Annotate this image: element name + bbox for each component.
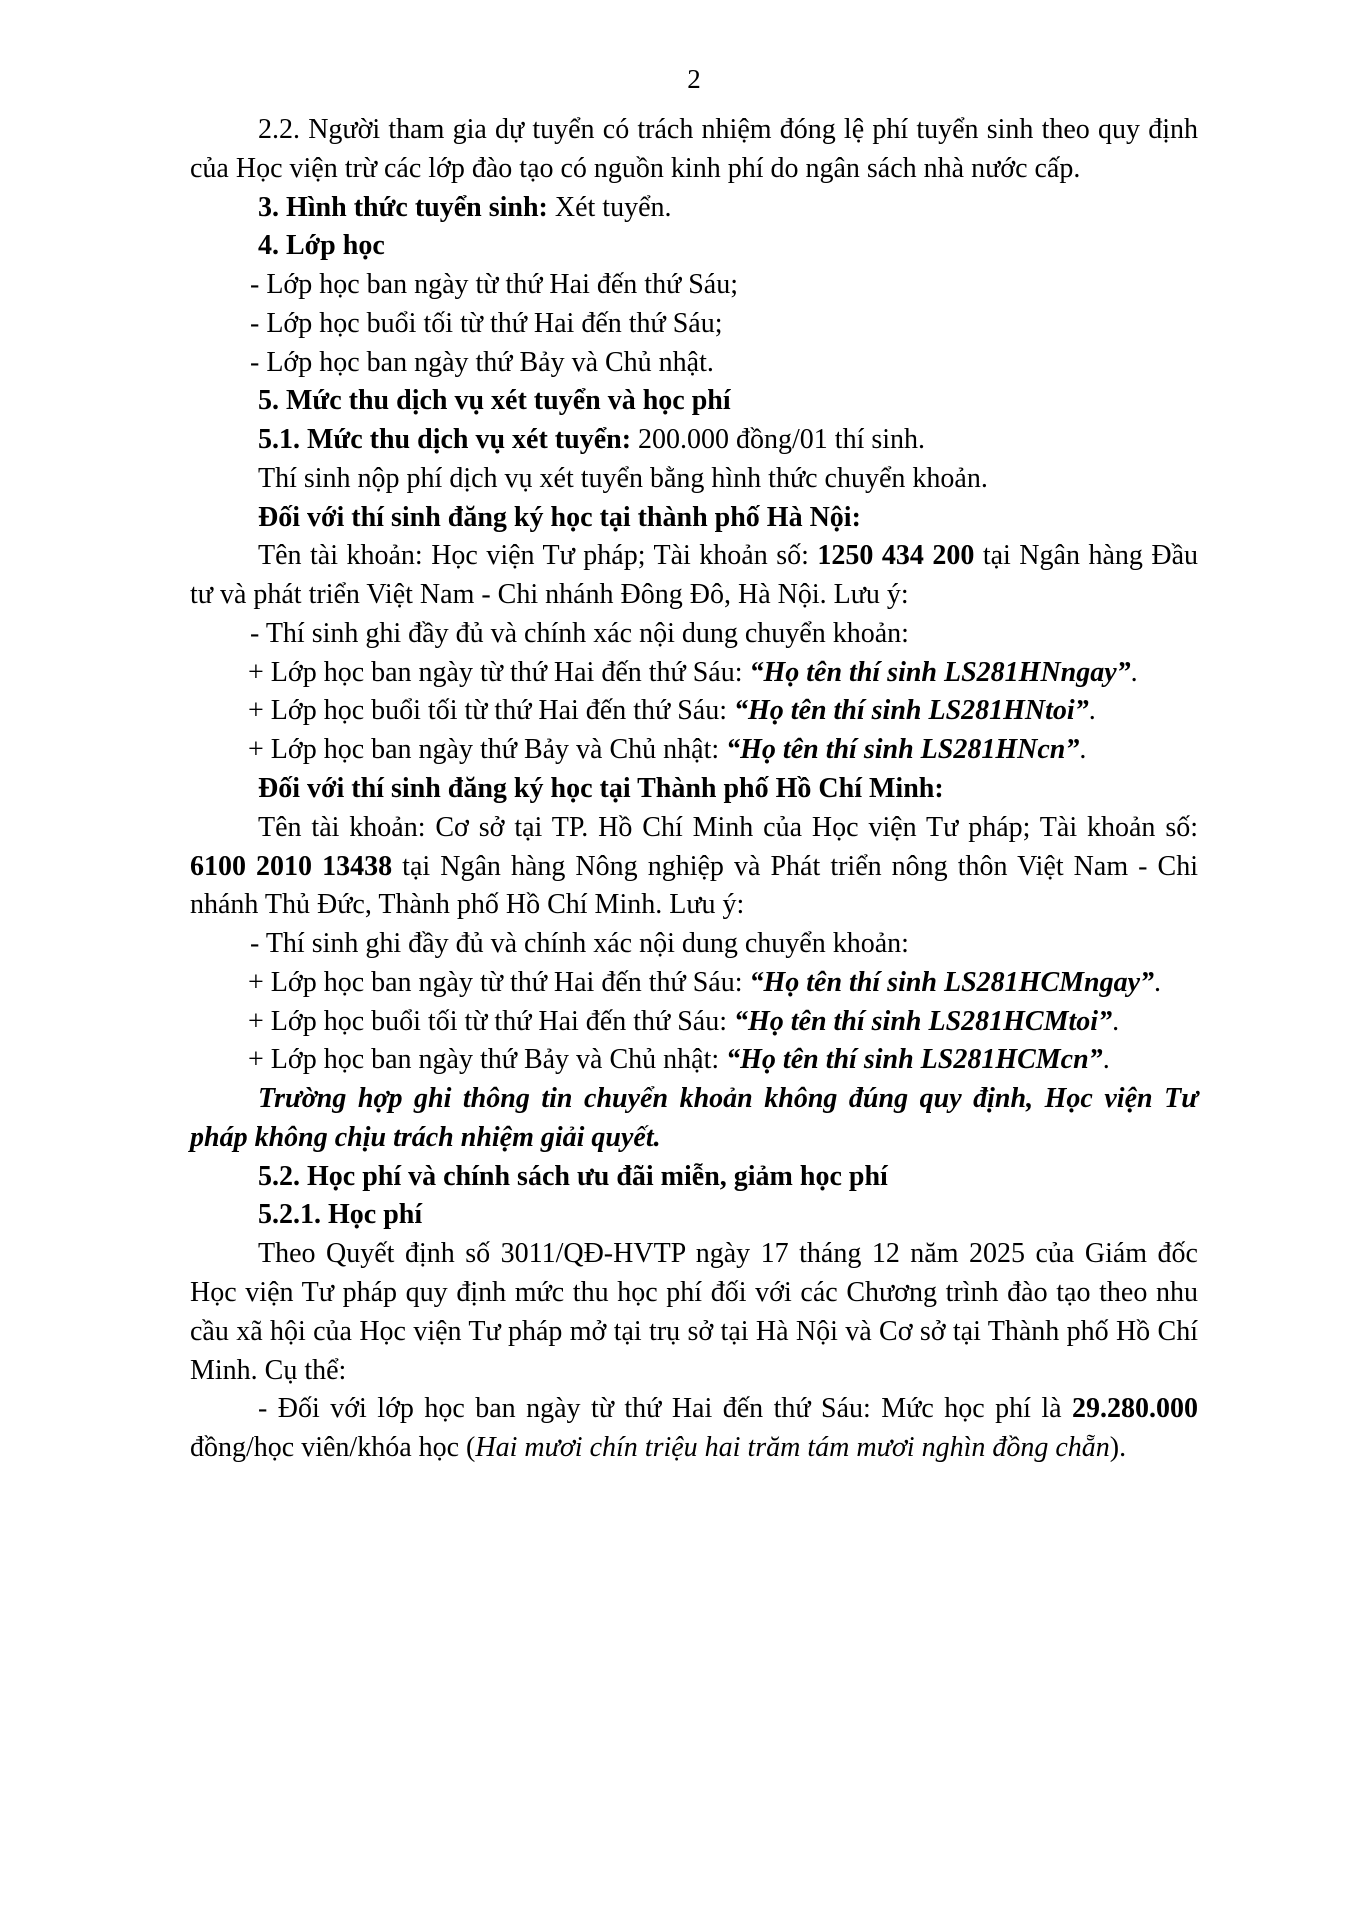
text-run: 2.2. Người tham gia dự tuyển có trách nhiệm đóng lệ phí tuyển sinh theo quy định của Học viện trừ các lớp đào tạo có nguồn kinh phí do ngân sách nhà nước cấp. <box>190 114 1198 184</box>
paragraph-h-hanoi <box>190 499 1198 538</box>
text-run: 1250 434 200 <box>817 540 975 572</box>
paragraph-l-hanoi-toi <box>190 692 1198 731</box>
text-run: 4. Lớp học <box>258 230 385 262</box>
text-run: “Họ tên thí sinh LS281HCMcn” <box>726 1044 1103 1076</box>
text-run: - Lớp học buổi tối từ thứ Hai đến thứ Sáu; <box>250 307 723 339</box>
text-run: 5. Mức thu dịch vụ xét tuyển và học phí <box>258 385 731 417</box>
paragraph-l-hcm-cn <box>190 1041 1198 1080</box>
paragraph-p-warning <box>190 1080 1198 1158</box>
text-run: + Lớp học ban ngày thứ Bảy và Chủ nhật: <box>248 1044 727 1076</box>
text-run: - Thí sinh ghi đầy đủ và chính xác nội dung chuyển khoản: <box>250 928 909 960</box>
text-run: - Lớp học ban ngày từ thứ Hai đến thứ Sáu; <box>250 269 739 301</box>
text-run: . <box>1130 656 1138 688</box>
text-run: Tên tài khoản: Học viện Tư pháp; Tài khoản số: <box>258 540 818 572</box>
paragraph-l-hcm-note <box>190 925 1198 964</box>
paragraph-p-hanoi-acct <box>190 537 1198 615</box>
text-run: 3. Hình thức tuyển sinh: <box>258 191 548 223</box>
paragraph-h-5-1 <box>190 421 1198 460</box>
text-run: + Lớp học ban ngày từ thứ Hai đến thứ Sáu: <box>248 966 750 998</box>
paragraph-l-hanoi-ngay <box>190 654 1198 693</box>
text-run: 5.1. Mức thu dịch vụ xét tuyển: <box>258 424 632 456</box>
text-run: 5.2.1. Học phí <box>258 1199 423 1231</box>
text-run: . <box>1112 1005 1120 1037</box>
text-run: + Lớp học ban ngày thứ Bảy và Chủ nhật: <box>248 734 727 766</box>
text-run: tại Ngân hàng Đầu tư và phát triển Việt Nam - Chi nhánh Đông Đô, Hà Nội. Lưu ý: <box>190 540 1199 611</box>
paragraph-l-4-2 <box>190 305 1198 344</box>
text-run: + Lớp học buổi tối từ thứ Hai đến thứ Sáu: <box>248 1005 734 1037</box>
paragraph-l-hanoi-note <box>190 615 1198 654</box>
paragraph-l-4-3 <box>190 344 1198 383</box>
text-run: “Họ tên thí sinh LS281HNngay” <box>749 656 1131 688</box>
text-run: Trường hợp ghi thông tin chuyển khoản không đúng quy định, Học viện Tư pháp không chịu trách nhiệm giải quyết. <box>190 1083 1198 1153</box>
text-run: - Đối với lớp học ban ngày từ thứ Hai đến thứ Sáu: Mức học phí là <box>258 1393 1072 1425</box>
text-run: Đối với thí sinh đăng ký học tại thành phố Hà Nội: <box>258 501 861 533</box>
text-run: - Thí sinh ghi đầy đủ và chính xác nội dung chuyển khoản: <box>250 617 909 649</box>
text-run: “Họ tên thí sinh LS281HNtoi” <box>733 695 1089 727</box>
paragraph-p-fee-day <box>190 1390 1198 1468</box>
paragraph-p-hcm-acct <box>190 809 1198 925</box>
document-body <box>190 111 1198 1468</box>
text-run: Theo Quyết định số 3011/QĐ-HVTP ngày 17 tháng 12 năm 2025 của Giám đốc Học viện Tư pháp quy định mức thu học phí đối với các Chương trình đào tạo theo nhu cầu xã hội của Học viện Tư pháp mở tại trụ sở tại Hà Nội và Cơ sở tại Thành phố Hồ Chí Minh. Cụ thể: <box>190 1238 1198 1386</box>
text-run: Hai mươi chín triệu hai trăm tám mươi nghìn đồng chẵn <box>475 1432 1110 1464</box>
text-run: tại Ngân hàng Nông nghiệp và Phát triển nông thôn Việt Nam - Chi nhánh Thủ Đức, Thành phố Hồ Chí Minh. Lưu ý: <box>190 850 1198 921</box>
text-run: + Lớp học buổi tối từ thứ Hai đến thứ Sáu: <box>248 695 734 727</box>
text-run: Tên tài khoản: Cơ sở tại TP. Hồ Chí Minh của Học viện Tư pháp; Tài khoản số: <box>258 811 1198 843</box>
text-run: 29.280.000 <box>1072 1393 1198 1425</box>
paragraph-l-hcm-toi <box>190 1003 1198 1042</box>
text-run: Xét tuyển. <box>547 191 672 223</box>
paragraph-l-hcm-ngay <box>190 964 1198 1003</box>
text-run: 5.2. Học phí và chính sách ưu đãi miễn, giảm học phí <box>258 1160 888 1192</box>
paragraph-l-hanoi-cn <box>190 731 1198 770</box>
text-run: “Họ tên thí sinh LS281HCMtoi” <box>733 1005 1113 1037</box>
text-run: + Lớp học ban ngày từ thứ Hai đến thứ Sáu: <box>248 656 750 688</box>
paragraph-l-4-1 <box>190 266 1198 305</box>
text-run: đồng/học viên/khóa học ( <box>190 1432 476 1464</box>
text-run: - Lớp học ban ngày thứ Bảy và Chủ nhật. <box>250 346 714 378</box>
text-run: . <box>1154 966 1162 998</box>
text-run: . <box>1102 1044 1110 1076</box>
page-number: 2 <box>687 64 701 94</box>
paragraph-p-5-1-note <box>190 460 1198 499</box>
text-run: . <box>1079 734 1087 766</box>
text-run: Thí sinh nộp phí dịch vụ xét tuyển bằng hình thức chuyển khoản. <box>258 462 988 494</box>
text-run: . <box>1088 695 1096 727</box>
paragraph-h-4 <box>190 227 1198 266</box>
text-run: “Họ tên thí sinh LS281HNcn” <box>726 734 1080 766</box>
text-run: 200.000 đồng/01 thí sinh. <box>631 424 926 456</box>
paragraph-h-hcm <box>190 770 1198 809</box>
paragraph-h-3 <box>190 189 1198 228</box>
paragraph-p-qd <box>190 1235 1198 1390</box>
text-run: ). <box>1109 1432 1127 1464</box>
paragraph-h-5-2-1 <box>190 1196 1198 1235</box>
paragraph-h-5-2 <box>190 1158 1198 1197</box>
paragraph-p-2-2 <box>190 111 1198 189</box>
text-run: “Họ tên thí sinh LS281HCMngay” <box>749 966 1155 998</box>
text-run: Đối với thí sinh đăng ký học tại Thành phố Hồ Chí Minh: <box>258 773 944 805</box>
paragraph-h-5 <box>190 382 1198 421</box>
text-run: 6100 2010 13438 <box>190 850 393 882</box>
